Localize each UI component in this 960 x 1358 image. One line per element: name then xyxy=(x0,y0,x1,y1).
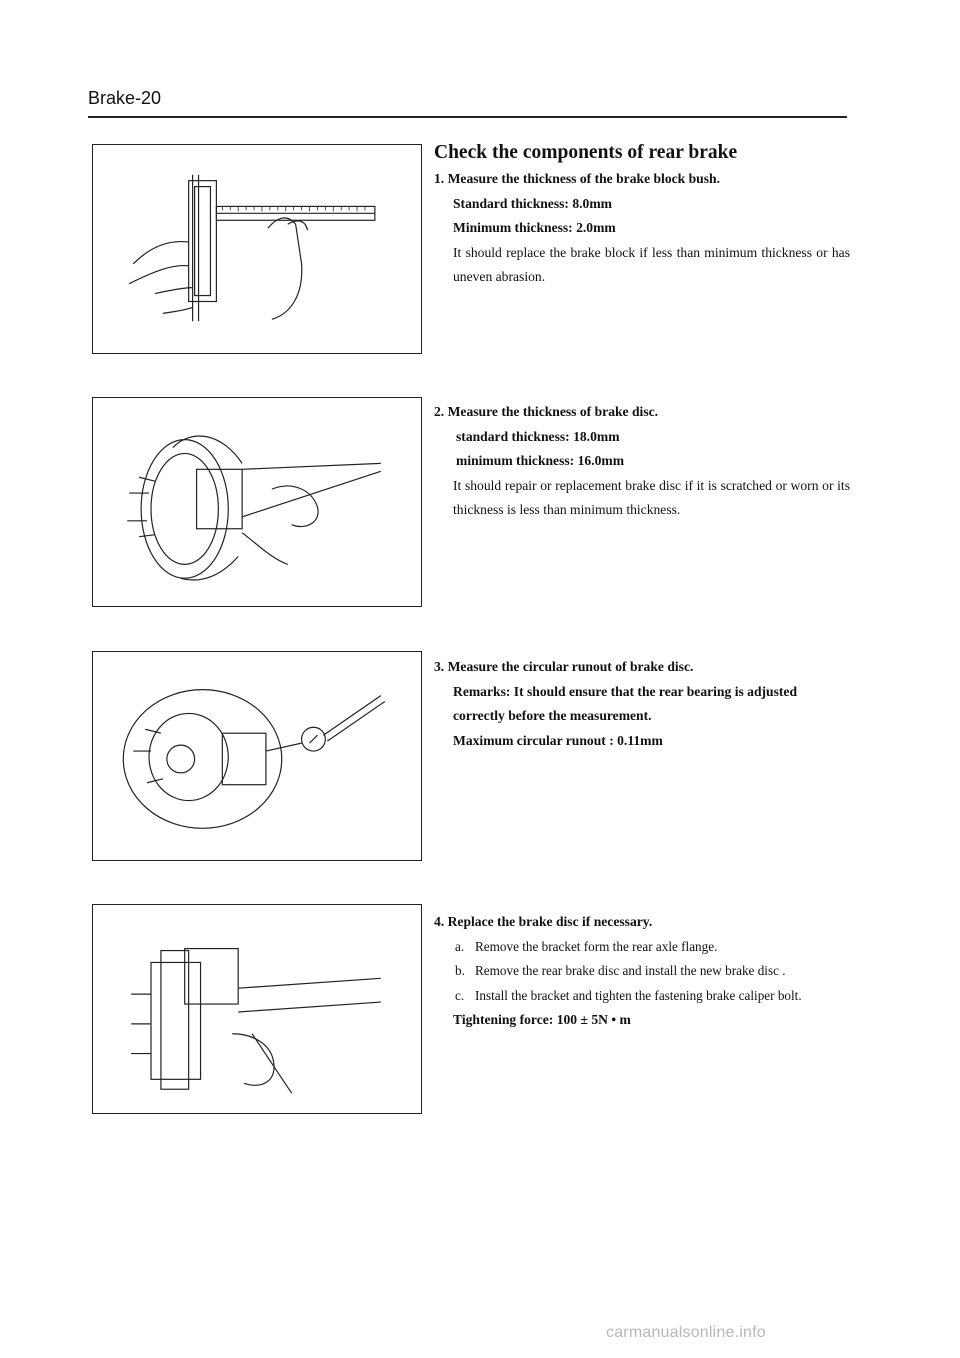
step-3 xyxy=(434,655,850,753)
step-1 xyxy=(434,167,850,290)
page-header: Brake-20 xyxy=(88,88,162,108)
substep-text: Remove the bracket form the rear axle flange. xyxy=(475,938,718,954)
step-2-minimum-thickness: minimum thickness: 16.0mm xyxy=(456,453,625,468)
header-divider xyxy=(88,116,847,118)
step-3-max-runout: Maximum circular runout : 0.11mm xyxy=(453,732,663,748)
step-4-tightening-force: Tightening force: 100 ± 5N • m xyxy=(453,1012,631,1027)
footer-watermark: carmanualsonline.info xyxy=(606,1324,766,1341)
step-1-minimum-thickness: Minimum thickness: 2.0mm xyxy=(453,220,616,235)
step-4-substep-b xyxy=(434,959,850,984)
step-4 xyxy=(434,910,850,1033)
step-1-note: It should replace the brake block if less than minimum thickness or has uneven abrasion. xyxy=(453,244,850,284)
step-1-title: 1. Measure the thickness of the brake block bush. xyxy=(434,171,720,186)
step-4-title: 4. Replace the brake disc if necessary. xyxy=(434,914,653,929)
step-3-remark: Remarks: It should ensure that the rear bearing is adjusted correctly before the measurement. xyxy=(453,683,798,723)
step-2-title: 2. Measure the thickness of brake disc. xyxy=(434,404,659,419)
figure-disc-runout xyxy=(92,651,422,861)
substep-marker: c. xyxy=(455,987,465,1003)
step-2-note: It should repair or replacement brake disc if it is scratched or worn or its thickness is less than minimum thickness. xyxy=(453,477,850,517)
substep-text: Remove the rear brake disc and install the new brake disc . xyxy=(475,963,786,978)
figure-disc-replacement xyxy=(92,904,422,1114)
step-2 xyxy=(434,400,850,523)
step-1-standard-thickness: Standard thickness: 8.0mm xyxy=(453,195,612,211)
step-4-substep-c xyxy=(434,984,850,1009)
figure-brake-pad-measurement xyxy=(92,144,422,354)
substep-marker: b. xyxy=(455,963,465,978)
step-3-title: 3. Measure the circular runout of brake disc. xyxy=(434,659,694,674)
step-2-standard-thickness: standard thickness: 18.0mm xyxy=(456,428,620,444)
substep-text: Install the bracket and tighten the fastening brake caliper bolt. xyxy=(475,987,802,1003)
step-4-substep-a xyxy=(434,935,850,960)
substep-marker: a. xyxy=(455,938,465,954)
section-title: Check the components of rear brake xyxy=(434,142,738,163)
figure-brake-disc-thickness xyxy=(92,397,422,607)
